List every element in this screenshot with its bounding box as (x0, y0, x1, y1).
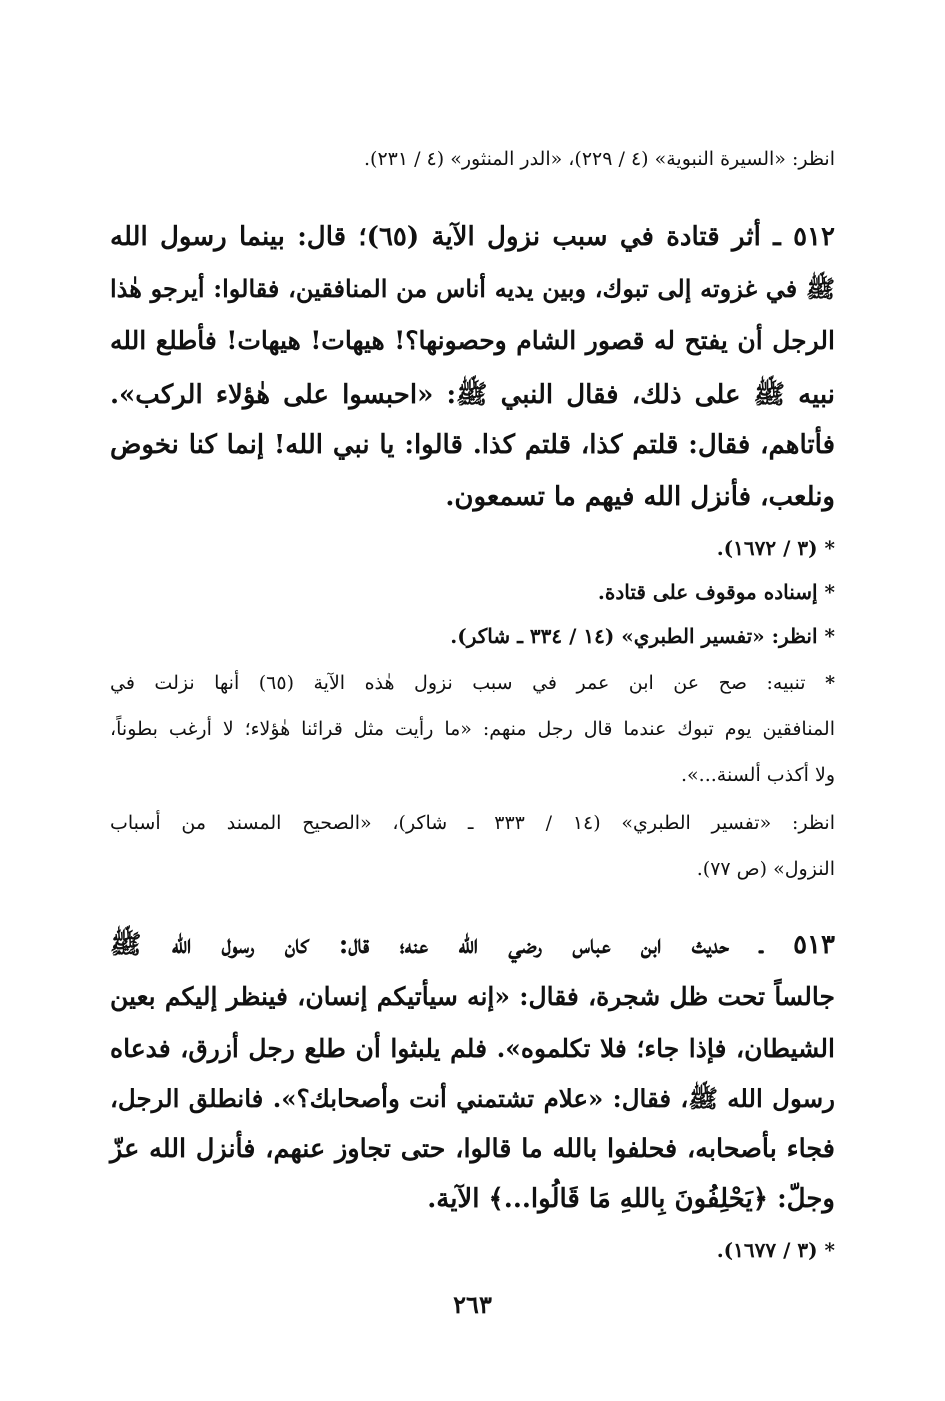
star-bullet-icon: * (824, 624, 835, 648)
reference-line: النزول» (ص ٧٧). (696, 858, 835, 880)
entry-513-line: فجاء بأصحابه، فحلفوا بالله ما قالوا، حتى تجاوز عنهم، فأنزل الله عزّ (110, 1134, 835, 1164)
note-text: انظر: «تفسير الطبري» (١٤ / ٣٣٤ ـ شاكر). (450, 624, 818, 648)
note-text: (٣ / ١٦٧٢). (716, 536, 818, 560)
tanbih-line (110, 672, 835, 694)
note-item (110, 1238, 835, 1262)
book-page (110, 0, 835, 1401)
tanbih-line: المنافقين يوم تبوك عندما قال رجل منهم: «ما رأيت مثل قرائنا هٰؤلاء؛ لا أرغب بطوناً، (110, 718, 835, 740)
note-item (110, 536, 835, 560)
entry-512-line: ونلعب، فأنزل الله فيهم ما تسمعون. (445, 482, 835, 512)
top-reference: انظر: «السيرة النبوية» (٤ / ٢٢٩)، «الدر المنثور» (٤ / ٢٣١). (363, 148, 835, 170)
note-text: (٣ / ١٦٧٧). (716, 1238, 818, 1262)
entry-513-line: وجلّ: ﴿يَحْلِفُونَ بِاللهِ مَا قَالُوا...﴾ الآية. (427, 1184, 835, 1214)
note-item (110, 624, 835, 648)
reference-line: انظر: «تفسير الطبري» (١٤ / ٣٣٣ ـ شاكر)، «الصحيح المسند من أسباب (110, 812, 835, 834)
star-bullet-icon: * (825, 672, 836, 694)
tanbih-text: تنبيه: صح عن ابن عمر في سبب نزول هٰذه الآية (٦٥) أنها نزلت في (110, 672, 806, 694)
entry-513-line: رسول الله ﷺ، فقال: «علام تشتمني أنت وأصحابك؟». فانطلق الرجل، (110, 1084, 835, 1113)
star-bullet-icon: * (824, 536, 835, 560)
entry-512-line: فأتاهم، فقال: قلتم كذا، قلتم كذا. قالوا: يا نبي الله! إنما كنا نخوض (110, 430, 835, 460)
page-number: ٢٦٣ (453, 1290, 492, 1319)
entry-513-line: ٥١٣ ـ حديث ابن عباس رضي الله عنه؛ قال: كان رسول الله ﷺ (110, 930, 835, 960)
note-text: إسناده موقوف على قتادة. (597, 580, 818, 604)
star-bullet-icon: * (824, 1238, 835, 1262)
entry-513-line: جالساً تحت ظل شجرة، فقال: «إنه سيأتيكم إنسان، فينظر إليكم بعين (110, 982, 835, 1011)
entry-513-line: الشيطان، فإذا جاء؛ فلا تكلموه». فلم يلبثوا أن طلع رجل أزرق، فدعاه (110, 1034, 835, 1063)
entry-512-line: الرجل أن يفتح له قصور الشام وحصونها؟! هيهات! هيهات! فأطلع الله (110, 326, 835, 355)
entry-512-line: ٥١٢ ـ أثر قتادة في سبب نزول الآية (٦٥)؛ قال: بينما رسول الله (110, 222, 835, 252)
star-bullet-icon: * (824, 580, 835, 604)
note-item (110, 580, 835, 604)
entry-512-line: ﷺ في غزوته إلى تبوك، وبين يديه أناس من المنافقين، فقالوا: أيرجو هٰذا (110, 274, 835, 303)
entry-512-line: نبيه ﷺ على ذلك، فقال النبي ﷺ: «احبسوا على هٰؤلاء الركب». (110, 380, 835, 410)
tanbih-line: ولا أكذب ألسنة...». (681, 764, 835, 786)
